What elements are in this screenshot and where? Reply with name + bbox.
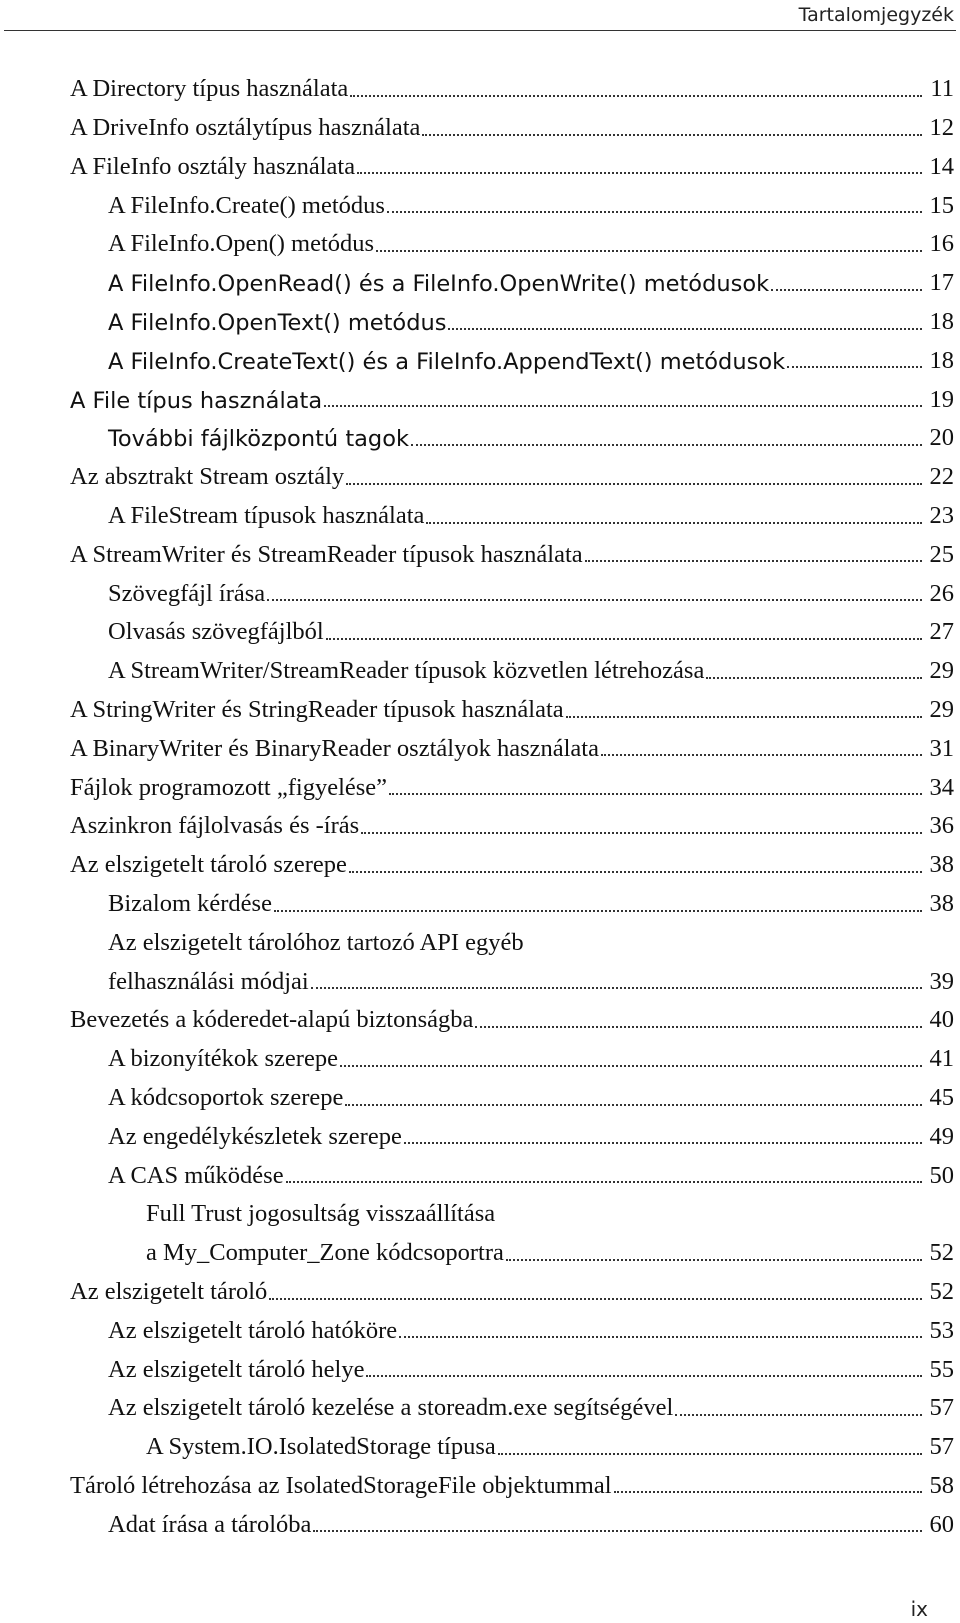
toc-entry-title: Full Trust jogosultság visszaállítása <box>146 1200 496 1228</box>
toc-entry-title: A FileInfo osztály használata <box>70 152 356 180</box>
toc-entry-page: 58 <box>929 1471 954 1499</box>
toc-entry-title: A File típus használata <box>70 387 323 414</box>
toc-entry-page: 11 <box>930 75 954 103</box>
toc-entry-page: 36 <box>929 812 954 840</box>
toc-entry[interactable] <box>70 1188 954 1266</box>
toc-entry[interactable] <box>70 1343 954 1382</box>
toc-entry-title: A System.IO.IsolatedStorage típusa <box>146 1433 496 1461</box>
dot-leader <box>399 1336 922 1338</box>
toc-entry-title: Az absztrakt Stream osztály <box>70 463 345 491</box>
dot-leader <box>422 134 922 136</box>
toc-entry-title: Az elszigetelt tárolóhoz tartozó API egyéb <box>108 928 524 956</box>
toc-entry-title: A StreamWriter/StreamReader típusok közvetlen létrehozása <box>108 657 705 685</box>
dot-leader <box>411 444 922 446</box>
toc-entry[interactable] <box>70 451 954 490</box>
table-of-contents <box>70 63 954 1537</box>
toc-entry-page: 34 <box>929 773 954 801</box>
dot-leader <box>448 328 922 330</box>
toc-entry-title: Az elszigetelt tároló hatóköre <box>108 1316 398 1344</box>
toc-entry[interactable] <box>70 994 954 1033</box>
toc-entry-page: 39 <box>929 967 954 995</box>
dot-leader <box>566 716 922 718</box>
toc-entry-page: 27 <box>929 618 954 646</box>
toc-entry-title: A FileInfo.OpenText() metódus <box>108 310 447 337</box>
toc-entry-title: Az elszigetelt tároló <box>70 1278 268 1305</box>
toc-entry-title: A FileStream típusok használata <box>108 502 425 530</box>
page-number: ix <box>910 1597 928 1621</box>
toc-entry-title-cont: felhasználási módjai <box>108 967 309 995</box>
toc-entry[interactable] <box>70 1382 954 1421</box>
dot-leader <box>585 560 922 562</box>
dot-leader <box>366 1375 922 1377</box>
toc-entry[interactable] <box>70 1421 954 1460</box>
toc-entry-title: A BinaryWriter és BinaryReader osztályok használata <box>70 734 599 762</box>
toc-entry-title: A StringWriter és StringReader típusok használata <box>70 696 564 724</box>
dot-leader <box>475 1026 922 1028</box>
dot-leader <box>404 1142 922 1144</box>
toc-entry[interactable] <box>70 141 954 180</box>
toc-entry-title: A bizonyítékok szerepe <box>108 1045 338 1073</box>
toc-entry[interactable] <box>70 567 954 606</box>
toc-entry[interactable] <box>70 335 954 374</box>
toc-entry-page: 49 <box>929 1122 954 1150</box>
toc-entry-title: A FileInfo.CreateText() és a FileInfo.AppendText() metódusok <box>108 348 786 375</box>
dot-leader <box>614 1491 922 1493</box>
dot-leader <box>313 1530 922 1532</box>
toc-entry-title-cont: a My_Computer_Zone kódcsoportra <box>146 1239 504 1267</box>
toc-entry-title: Az elszigetelt tároló helye <box>108 1355 365 1383</box>
toc-entry-title: Fájlok programozott „figyelése” <box>70 773 388 801</box>
dot-leader <box>324 405 922 407</box>
dot-leader <box>269 1298 922 1300</box>
toc-entry-page: 57 <box>929 1394 954 1422</box>
toc-entry[interactable] <box>70 179 954 218</box>
toc-entry-page: 40 <box>929 1006 954 1034</box>
toc-entry-page: 57 <box>929 1433 954 1461</box>
toc-entry-page: 16 <box>929 230 954 258</box>
toc-entry-title: A FileInfo.Create() metódus <box>108 191 385 219</box>
toc-entry-page: 38 <box>929 890 954 918</box>
toc-entry-title: A FileInfo.Open() metódus <box>108 230 375 258</box>
toc-entry[interactable] <box>70 761 954 800</box>
toc-entry-second-line <box>108 955 954 994</box>
toc-entry-page: 52 <box>929 1278 954 1305</box>
toc-entry-title: További fájlközpontú tagok <box>108 426 410 453</box>
dot-leader <box>706 677 922 679</box>
dot-leader <box>346 483 922 485</box>
toc-entry-page: 29 <box>929 696 954 724</box>
toc-entry-title: A StreamWriter és StreamReader típusok használata <box>70 540 583 568</box>
toc-entry-title: Tároló létrehozása az IsolatedStorageFile objektummal <box>70 1471 612 1499</box>
dot-leader <box>498 1453 922 1455</box>
toc-entry-page: 15 <box>929 191 954 219</box>
dot-leader <box>376 250 922 252</box>
toc-entry-title: Bevezetés a kóderedet-alapú biztonságba <box>70 1006 474 1034</box>
toc-entry-page: 26 <box>929 579 954 607</box>
toc-entry-title: A Directory típus használata <box>70 75 349 103</box>
running-header: Tartalomjegyzék <box>798 4 954 26</box>
toc-entry-page: 31 <box>929 734 954 762</box>
dot-leader <box>771 289 922 291</box>
dot-leader <box>506 1259 922 1261</box>
dot-leader <box>787 366 922 368</box>
toc-entry-page: 41 <box>929 1045 954 1073</box>
dot-leader <box>286 1181 922 1183</box>
toc-entry[interactable] <box>70 490 954 529</box>
toc-entry-page: 50 <box>929 1161 954 1189</box>
dot-leader <box>387 211 922 213</box>
dot-leader <box>349 871 922 873</box>
dot-leader <box>274 910 922 912</box>
toc-entry[interactable] <box>70 296 954 335</box>
toc-entry-title: Bizalom kérdése <box>108 890 272 918</box>
dot-leader <box>340 1065 922 1067</box>
dot-leader <box>675 1414 922 1416</box>
toc-entry-page: 14 <box>929 152 954 180</box>
toc-entry[interactable] <box>70 645 954 684</box>
toc-entry[interactable] <box>70 839 954 878</box>
toc-entry-title: A DriveInfo osztálytípus használata <box>70 114 421 142</box>
toc-entry-title: Az elszigetelt tároló kezelése a storeadm.exe segítségével <box>108 1394 674 1422</box>
toc-entry[interactable] <box>70 1149 954 1188</box>
toc-entry-page: 45 <box>929 1084 954 1112</box>
toc-entry-title: A CAS működése <box>108 1161 284 1189</box>
toc-entry[interactable] <box>70 878 954 917</box>
dot-leader <box>345 1104 922 1106</box>
dot-leader <box>426 522 922 524</box>
toc-entry[interactable] <box>70 373 954 412</box>
toc-entry-title: A kódcsoportok szerepe <box>108 1084 344 1112</box>
dot-leader <box>350 95 922 97</box>
dot-leader <box>311 987 922 989</box>
dot-leader <box>326 638 922 640</box>
toc-entry[interactable] <box>70 1460 954 1499</box>
toc-entry[interactable] <box>70 529 954 568</box>
dot-leader <box>601 754 922 756</box>
toc-entry[interactable] <box>70 917 954 995</box>
toc-entry-title: Az engedélykészletek szerepe <box>108 1122 402 1150</box>
toc-entry-page: 18 <box>929 346 954 374</box>
toc-entry-page: 55 <box>929 1355 954 1383</box>
toc-entry[interactable] <box>70 1498 954 1537</box>
toc-entry-page: 60 <box>929 1510 954 1538</box>
toc-entry-title: Szövegfájl írása <box>108 579 266 607</box>
toc-entry-page: 29 <box>929 657 954 685</box>
toc-entry[interactable] <box>70 684 954 723</box>
toc-entry-page: 52 <box>929 1239 954 1267</box>
toc-entry-title: Aszinkron fájlolvasás és -írás <box>70 812 360 840</box>
toc-entry-page: 12 <box>929 114 954 142</box>
toc-entry-page: 38 <box>929 851 954 879</box>
toc-entry-page: 20 <box>929 424 954 452</box>
toc-entry-page: 22 <box>929 463 954 491</box>
toc-entry[interactable] <box>70 412 954 451</box>
toc-entry[interactable] <box>70 723 954 762</box>
toc-entry-second-line <box>146 1227 954 1266</box>
toc-entry-title: Az elszigetelt tároló szerepe <box>70 851 347 879</box>
toc-entry[interactable] <box>70 102 954 141</box>
toc-entry[interactable] <box>70 218 954 257</box>
dot-leader <box>389 793 922 795</box>
toc-entry-title: A FileInfo.OpenRead() és a FileInfo.OpenWrite() metódusok <box>108 271 770 298</box>
toc-entry[interactable] <box>70 63 954 102</box>
header-rule <box>4 30 956 31</box>
toc-entry[interactable] <box>70 1072 954 1111</box>
toc-entry-title: Olvasás szövegfájlból <box>108 618 324 646</box>
toc-entry[interactable] <box>70 1266 954 1305</box>
dot-leader <box>361 832 922 834</box>
toc-entry-first-line <box>108 917 954 956</box>
dot-leader <box>357 172 922 174</box>
dot-leader <box>267 599 922 601</box>
toc-entry-page: 19 <box>929 385 954 413</box>
toc-entry[interactable] <box>70 257 954 296</box>
toc-entry[interactable] <box>70 800 954 839</box>
toc-entry-page: 17 <box>929 269 954 297</box>
toc-entry-page: 25 <box>929 540 954 568</box>
toc-entry[interactable] <box>70 1305 954 1344</box>
toc-entry-page: 23 <box>929 502 954 530</box>
toc-entry-page: 53 <box>929 1316 954 1344</box>
toc-entry-page: 18 <box>929 308 954 336</box>
toc-entry[interactable] <box>70 606 954 645</box>
toc-entry-title: Adat írása a tárolóba <box>108 1510 312 1538</box>
toc-entry[interactable] <box>70 1033 954 1072</box>
toc-entry[interactable] <box>70 1111 954 1150</box>
toc-entry-first-line <box>146 1188 954 1227</box>
